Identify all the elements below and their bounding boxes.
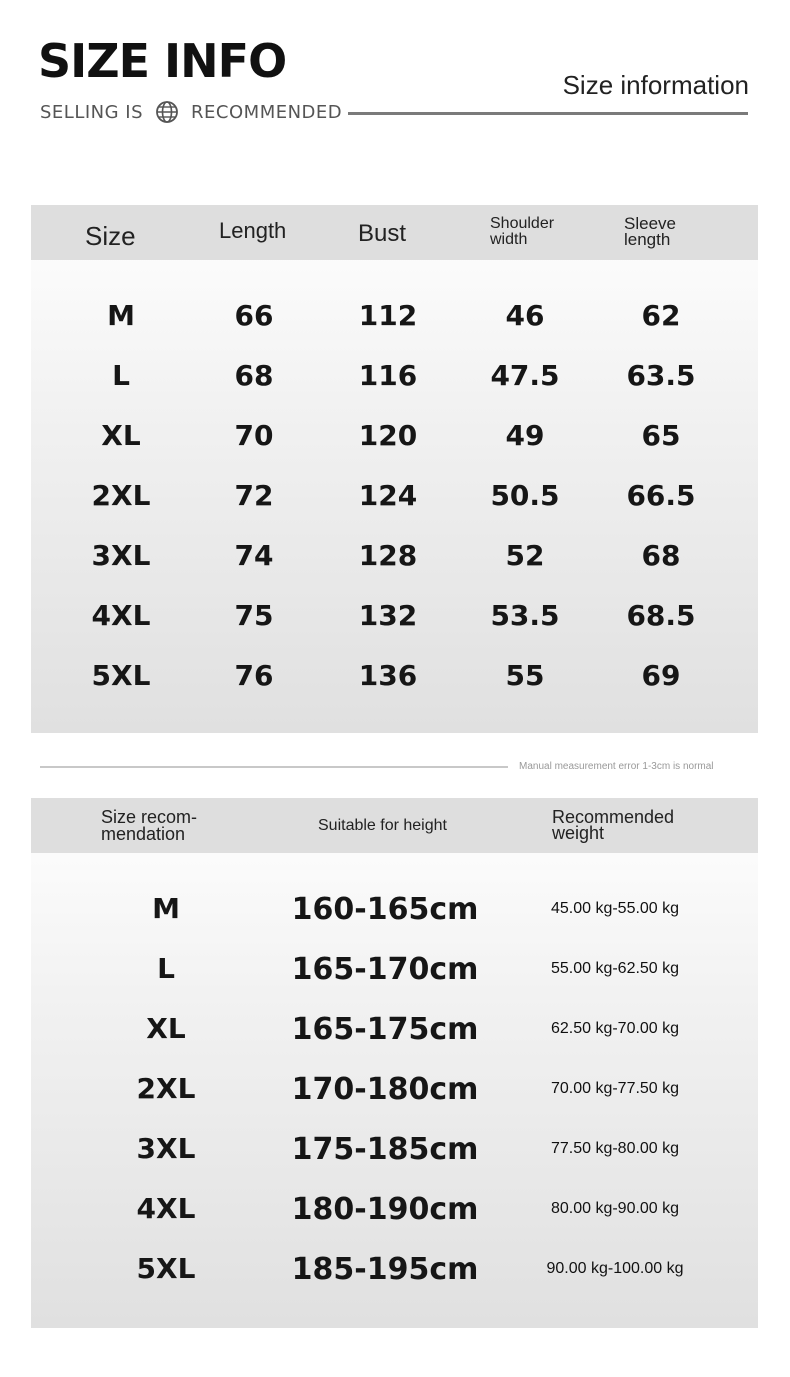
cell-sleeve-length: 68.5 xyxy=(626,599,696,632)
cell-size: 5XL xyxy=(91,659,151,692)
header-shoulder xyxy=(490,216,554,248)
cell-size: 4XL xyxy=(136,1192,196,1225)
cell-height: 170-180cm xyxy=(291,1072,479,1107)
cell-bust: 120 xyxy=(358,419,418,452)
cell-size: 2XL xyxy=(91,479,151,512)
size-table xyxy=(31,205,758,733)
cell-sleeve-length: 66.5 xyxy=(626,479,696,512)
header-weight xyxy=(552,809,674,841)
cell-size: M xyxy=(107,299,135,332)
cell-weight: 90.00 kg-100.00 kg xyxy=(546,1260,684,1277)
header-length: Length xyxy=(219,218,287,243)
cell-size: M xyxy=(152,892,180,925)
header-shoulder-line1: Shoulder xyxy=(490,215,555,232)
header-size-recommendation xyxy=(101,809,197,843)
cell-sleeve-length: 69 xyxy=(641,659,681,692)
cell-length: 70 xyxy=(234,419,274,452)
cell-length: 74 xyxy=(234,539,274,572)
header-sleeve-line1: Sleeve xyxy=(624,214,676,233)
header-divider xyxy=(348,112,748,115)
cell-length: 76 xyxy=(234,659,274,692)
cell-size: XL xyxy=(101,419,141,452)
cell-bust: 128 xyxy=(358,539,418,572)
cell-size: 3XL xyxy=(91,539,151,572)
cell-size: L xyxy=(157,952,175,985)
cell-sleeve-length: 68 xyxy=(641,539,681,572)
cell-sleeve-length: 62 xyxy=(641,299,681,332)
header-size-rec-line2: mendation xyxy=(101,824,186,844)
page-title: SIZE INFO xyxy=(38,34,287,88)
header-weight-line1: Recommended xyxy=(552,807,675,827)
header-sleeve-line2: length xyxy=(624,230,671,249)
cell-shoulder-width: 46 xyxy=(505,299,545,332)
cell-sleeve-length: 65 xyxy=(641,419,681,452)
cell-length: 66 xyxy=(234,299,274,332)
cell-shoulder-width: 47.5 xyxy=(490,359,560,392)
note-divider xyxy=(40,766,508,768)
cell-bust: 124 xyxy=(358,479,418,512)
cell-size: 4XL xyxy=(91,599,151,632)
cell-weight: 77.50 kg-80.00 kg xyxy=(550,1140,680,1157)
cell-size: 2XL xyxy=(136,1072,196,1105)
recommendation-table-header xyxy=(31,798,758,853)
cell-height: 160-165cm xyxy=(291,892,479,927)
cell-length: 68 xyxy=(234,359,274,392)
cell-sleeve-length: 63.5 xyxy=(626,359,696,392)
cell-height: 185-195cm xyxy=(291,1252,479,1287)
cell-shoulder-width: 52 xyxy=(505,539,545,572)
header-shoulder-line2: width xyxy=(490,231,528,248)
header-sleeve xyxy=(624,216,676,248)
cell-height: 165-175cm xyxy=(291,1012,479,1047)
cell-weight: 80.00 kg-90.00 kg xyxy=(550,1200,680,1217)
cell-height: 165-170cm xyxy=(291,952,479,987)
size-table-header xyxy=(31,205,758,260)
cell-height: 175-185cm xyxy=(291,1132,479,1167)
cell-size: L xyxy=(112,359,130,392)
cell-size: XL xyxy=(146,1012,186,1045)
cell-weight: 70.00 kg-77.50 kg xyxy=(550,1080,680,1097)
cell-shoulder-width: 49 xyxy=(505,419,545,452)
cell-bust: 112 xyxy=(358,299,418,332)
tagline-part-1: SELLING IS xyxy=(40,101,144,123)
header-bust: Bust xyxy=(358,220,407,247)
header-size: Size xyxy=(85,221,136,251)
cell-shoulder-width: 50.5 xyxy=(490,479,560,512)
cell-weight: 55.00 kg-62.50 kg xyxy=(550,960,680,977)
cell-length: 75 xyxy=(234,599,274,632)
cell-weight: 62.50 kg-70.00 kg xyxy=(550,1020,680,1037)
tagline-part-2: RECOMMENDED xyxy=(191,101,343,123)
header-size-rec-line1: Size recom- xyxy=(101,807,198,827)
globe-icon xyxy=(155,100,179,124)
cell-bust: 136 xyxy=(358,659,418,692)
cell-size: 3XL xyxy=(136,1132,196,1165)
cell-bust: 132 xyxy=(358,599,418,632)
tagline xyxy=(40,100,342,124)
header-weight-line2: weight xyxy=(552,823,605,843)
cell-shoulder-width: 55 xyxy=(505,659,545,692)
cell-size: 5XL xyxy=(136,1252,196,1285)
cell-weight: 45.00 kg-55.00 kg xyxy=(550,900,680,917)
section-subtitle: Size information xyxy=(562,70,749,100)
measurement-note: Manual measurement error 1-3cm is normal xyxy=(519,761,714,772)
header-height: Suitable for height xyxy=(318,817,447,834)
cell-bust: 116 xyxy=(358,359,418,392)
cell-shoulder-width: 53.5 xyxy=(490,599,560,632)
cell-length: 72 xyxy=(234,479,274,512)
cell-height: 180-190cm xyxy=(291,1192,479,1227)
recommendation-table xyxy=(31,798,758,1328)
